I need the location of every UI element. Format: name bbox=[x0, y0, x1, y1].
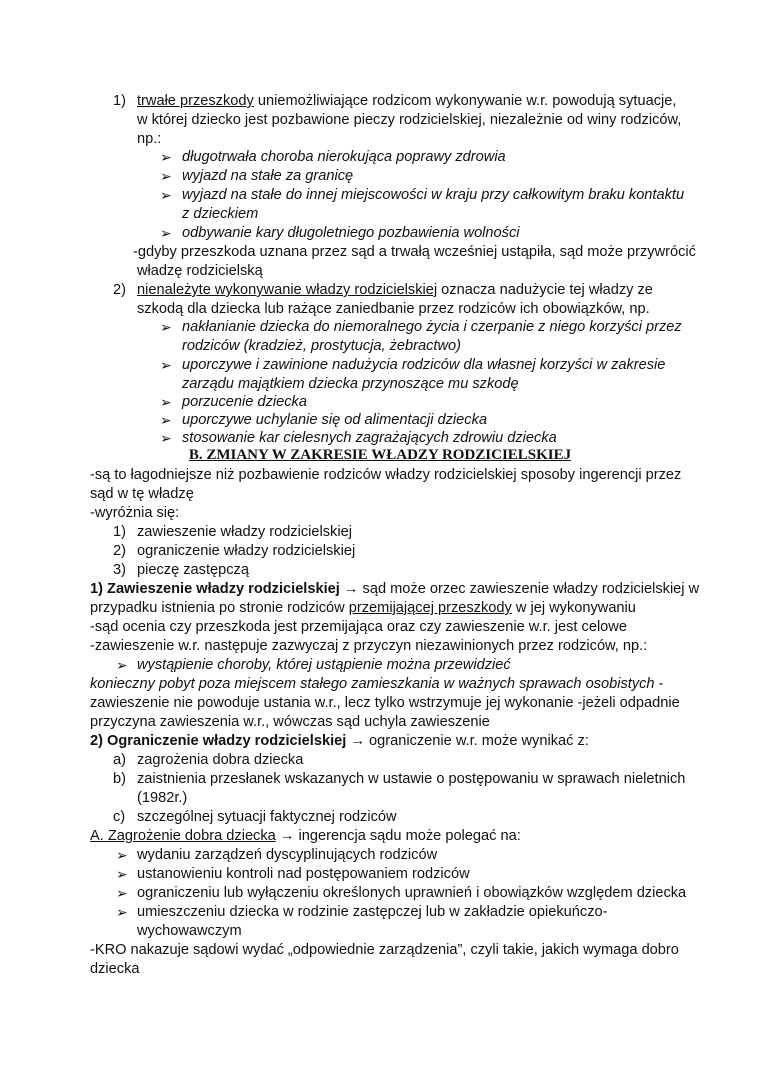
subsection-title: 1) Zawieszenie władzy rodzicielskiej bbox=[90, 581, 340, 597]
bullet-arrow-icon: ➢ bbox=[116, 847, 128, 863]
bullet-text: nakłanianie dziecka do niemoralnego życia i czerpanie z niego korzyści przez bbox=[182, 319, 682, 335]
paragraph-line: przypadku istnienia po stronie rodziców przemijającej przeszkody w jej wykonywaniu bbox=[90, 600, 636, 616]
paragraph-line: 2) Ograniczenie władzy rodzicielskiej → ograniczenie w.r. może wynikać z: bbox=[90, 733, 589, 749]
list-item: (1982r.) bbox=[137, 790, 188, 806]
bullet-arrow-icon: ➢ bbox=[160, 187, 172, 203]
bullet-text: umieszczeniu dziecka w rodzinie zastępczej lub w zakładzie opiekuńczo- bbox=[137, 904, 608, 920]
paragraph-line: A. Zagrożenie dobra dziecka → ingerencja sądu może polegać na: bbox=[90, 828, 521, 844]
paragraph-line: -wyróżnia się: bbox=[90, 505, 180, 521]
list-item: szczególnej sytuacji faktycznej rodziców bbox=[137, 809, 397, 825]
bullet-arrow-icon: ➢ bbox=[116, 657, 128, 673]
paragraph-line: -KRO nakazuje sądowi wydać „odpowiednie zarządzenia”, czyli takie, jakich wymaga dobro bbox=[90, 942, 679, 958]
bullet-text: wyjazd na stałe do innej miejscowości w kraju przy całkowitym braku kontaktu bbox=[182, 187, 685, 203]
bullet-text: uporczywe i zawinione nadużycia rodziców dla własnej korzyści w zakresie bbox=[182, 357, 666, 373]
bullet-arrow-icon: ➢ bbox=[116, 866, 128, 882]
bullet-text: wystąpienie choroby, której ustąpienie można przewidzieć bbox=[137, 657, 511, 673]
right-arrow-icon: → bbox=[350, 733, 365, 749]
right-arrow-icon: → bbox=[343, 581, 359, 597]
list-number: 2) bbox=[113, 543, 126, 559]
paragraph-line: -zawieszenie w.r. następuje zazwyczaj z przyczyn niezawinionych przez rodziców, np.: bbox=[90, 638, 648, 654]
underlined-term: A. Zagrożenie dobra dziecka bbox=[90, 828, 276, 844]
list-number: c) bbox=[113, 809, 126, 825]
bullet-text: wychowawczym bbox=[137, 923, 242, 939]
bullet-arrow-icon: ➢ bbox=[160, 412, 172, 428]
bullet-text: stosowanie kar cielesnych zagrażających zdrowiu dziecka bbox=[182, 430, 557, 446]
bullet-text: uporczywe uchylanie się od alimentacji dziecka bbox=[182, 412, 488, 428]
paragraph-line: -są to łagodniejsze niż pozbawienie rodziców władzy rodzicielskiej sposoby ingerencji przez bbox=[90, 467, 682, 483]
bullet-text: ustanowieniu kontroli nad postępowaniem rodziców bbox=[137, 866, 470, 882]
section-heading: B. ZMIANY W ZAKRESIE WŁADZY RODZICIELSKIEJ bbox=[188, 447, 572, 463]
paragraph-line: -sąd ocenia czy przeszkoda jest przemijająca oraz czy zawieszenie w.r. jest celowe bbox=[90, 619, 627, 635]
underlined-term: trwałe przeszkody bbox=[137, 93, 254, 109]
paragraph-line: -gdyby przeszkoda uznana przez sąd a trwałą wcześniej ustąpiła, sąd może przywrócić bbox=[133, 244, 696, 260]
list-item: ograniczenie władzy rodzicielskiej bbox=[137, 543, 356, 559]
bullet-text: porzucenie dziecka bbox=[182, 394, 307, 410]
underlined-term: przemijającej przeszkody bbox=[348, 600, 512, 616]
list-number: 3) bbox=[113, 562, 126, 578]
bullet-text: z dzieckiem bbox=[182, 206, 259, 222]
underlined-term: nienależyte wykonywanie władzy rodzicielskiej bbox=[137, 282, 438, 298]
bullet-arrow-icon: ➢ bbox=[160, 168, 172, 184]
paragraph-line: w której dziecko jest pozbawione pieczy rodzicielskiej, niezależnie od winy rodziców, bbox=[137, 112, 682, 128]
paragraph-line: szkodą dla dziecka lub rażące zaniedbanie przez rodziców ich obowiązków, np. bbox=[137, 301, 650, 317]
paragraph-line: dziecka bbox=[90, 961, 140, 977]
bullet-text: ograniczeniu lub wyłączeniu określonych uprawnień i obowiązków względem dziecka bbox=[137, 885, 687, 901]
bullet-text: rodziców (kradzież, prostytucja, żebractwo) bbox=[182, 338, 461, 354]
bullet-arrow-icon: ➢ bbox=[116, 904, 128, 920]
paragraph-line: nienależyte wykonywanie władzy rodzicielskiej oznacza nadużycie tej władzy ze bbox=[137, 282, 653, 298]
list-number: a) bbox=[113, 752, 126, 768]
bullet-text: długotrwała choroba nierokująca poprawy zdrowia bbox=[182, 149, 506, 165]
bullet-arrow-icon: ➢ bbox=[160, 225, 172, 241]
paragraph-line: np.: bbox=[137, 131, 162, 147]
bullet-arrow-icon: ➢ bbox=[160, 149, 172, 165]
bullet-text: wyjazd na stałe za granicę bbox=[182, 168, 354, 184]
list-item: zawieszenie władzy rodzicielskiej bbox=[137, 524, 352, 540]
bullet-text: odbywanie kary długoletniego pozbawienia wolności bbox=[182, 225, 520, 241]
list-number: 2) bbox=[113, 282, 126, 298]
paragraph-line: przyczyna zawieszenia w.r., wówczas sąd uchyla zawieszenie bbox=[90, 714, 490, 730]
list-number: 1) bbox=[113, 93, 126, 109]
list-item: zaistnienia przesłanek wskazanych w ustawie o postępowaniu w sprawach nieletnich bbox=[137, 771, 686, 787]
bullet-arrow-icon: ➢ bbox=[160, 430, 172, 446]
paragraph-line: trwałe przeszkody uniemożliwiające rodzicom wykonywanie w.r. powodują sytuacje, bbox=[137, 93, 677, 109]
list-item: zagrożenia dobra dziecka bbox=[137, 752, 304, 768]
bullet-arrow-icon: ➢ bbox=[160, 357, 172, 373]
paragraph-line: 1) Zawieszenie władzy rodzicielskiej → sąd może orzec zawieszenie władzy rodzicielskiej w bbox=[90, 581, 700, 597]
subsection-title: 2) Ograniczenie władzy rodzicielskiej bbox=[90, 733, 347, 749]
bullet-arrow-icon: ➢ bbox=[160, 319, 172, 335]
bullet-text: zarządu majątkiem dziecka przynoszące mu szkodę bbox=[182, 376, 519, 392]
list-item: pieczę zastępczą bbox=[137, 562, 249, 578]
list-number: b) bbox=[113, 771, 126, 787]
paragraph-line: sąd w tę władzę bbox=[90, 486, 194, 502]
paragraph-line: konieczny pobyt poza miejscem stałego zamieszkania w ważnych sprawach osobistych - bbox=[90, 676, 664, 692]
bullet-text: wydaniu zarządzeń dyscyplinujących rodziców bbox=[137, 847, 438, 863]
list-number: 1) bbox=[113, 524, 126, 540]
paragraph-line: władzę rodzicielską bbox=[137, 263, 263, 279]
paragraph-line: zawieszenie nie powoduje ustania w.r., lecz tylko wstrzymuje jej wykonanie -jeżeli odpadnie bbox=[90, 695, 680, 711]
bullet-arrow-icon: ➢ bbox=[160, 394, 172, 410]
right-arrow-icon: → bbox=[279, 828, 295, 844]
bullet-arrow-icon: ➢ bbox=[116, 885, 128, 901]
